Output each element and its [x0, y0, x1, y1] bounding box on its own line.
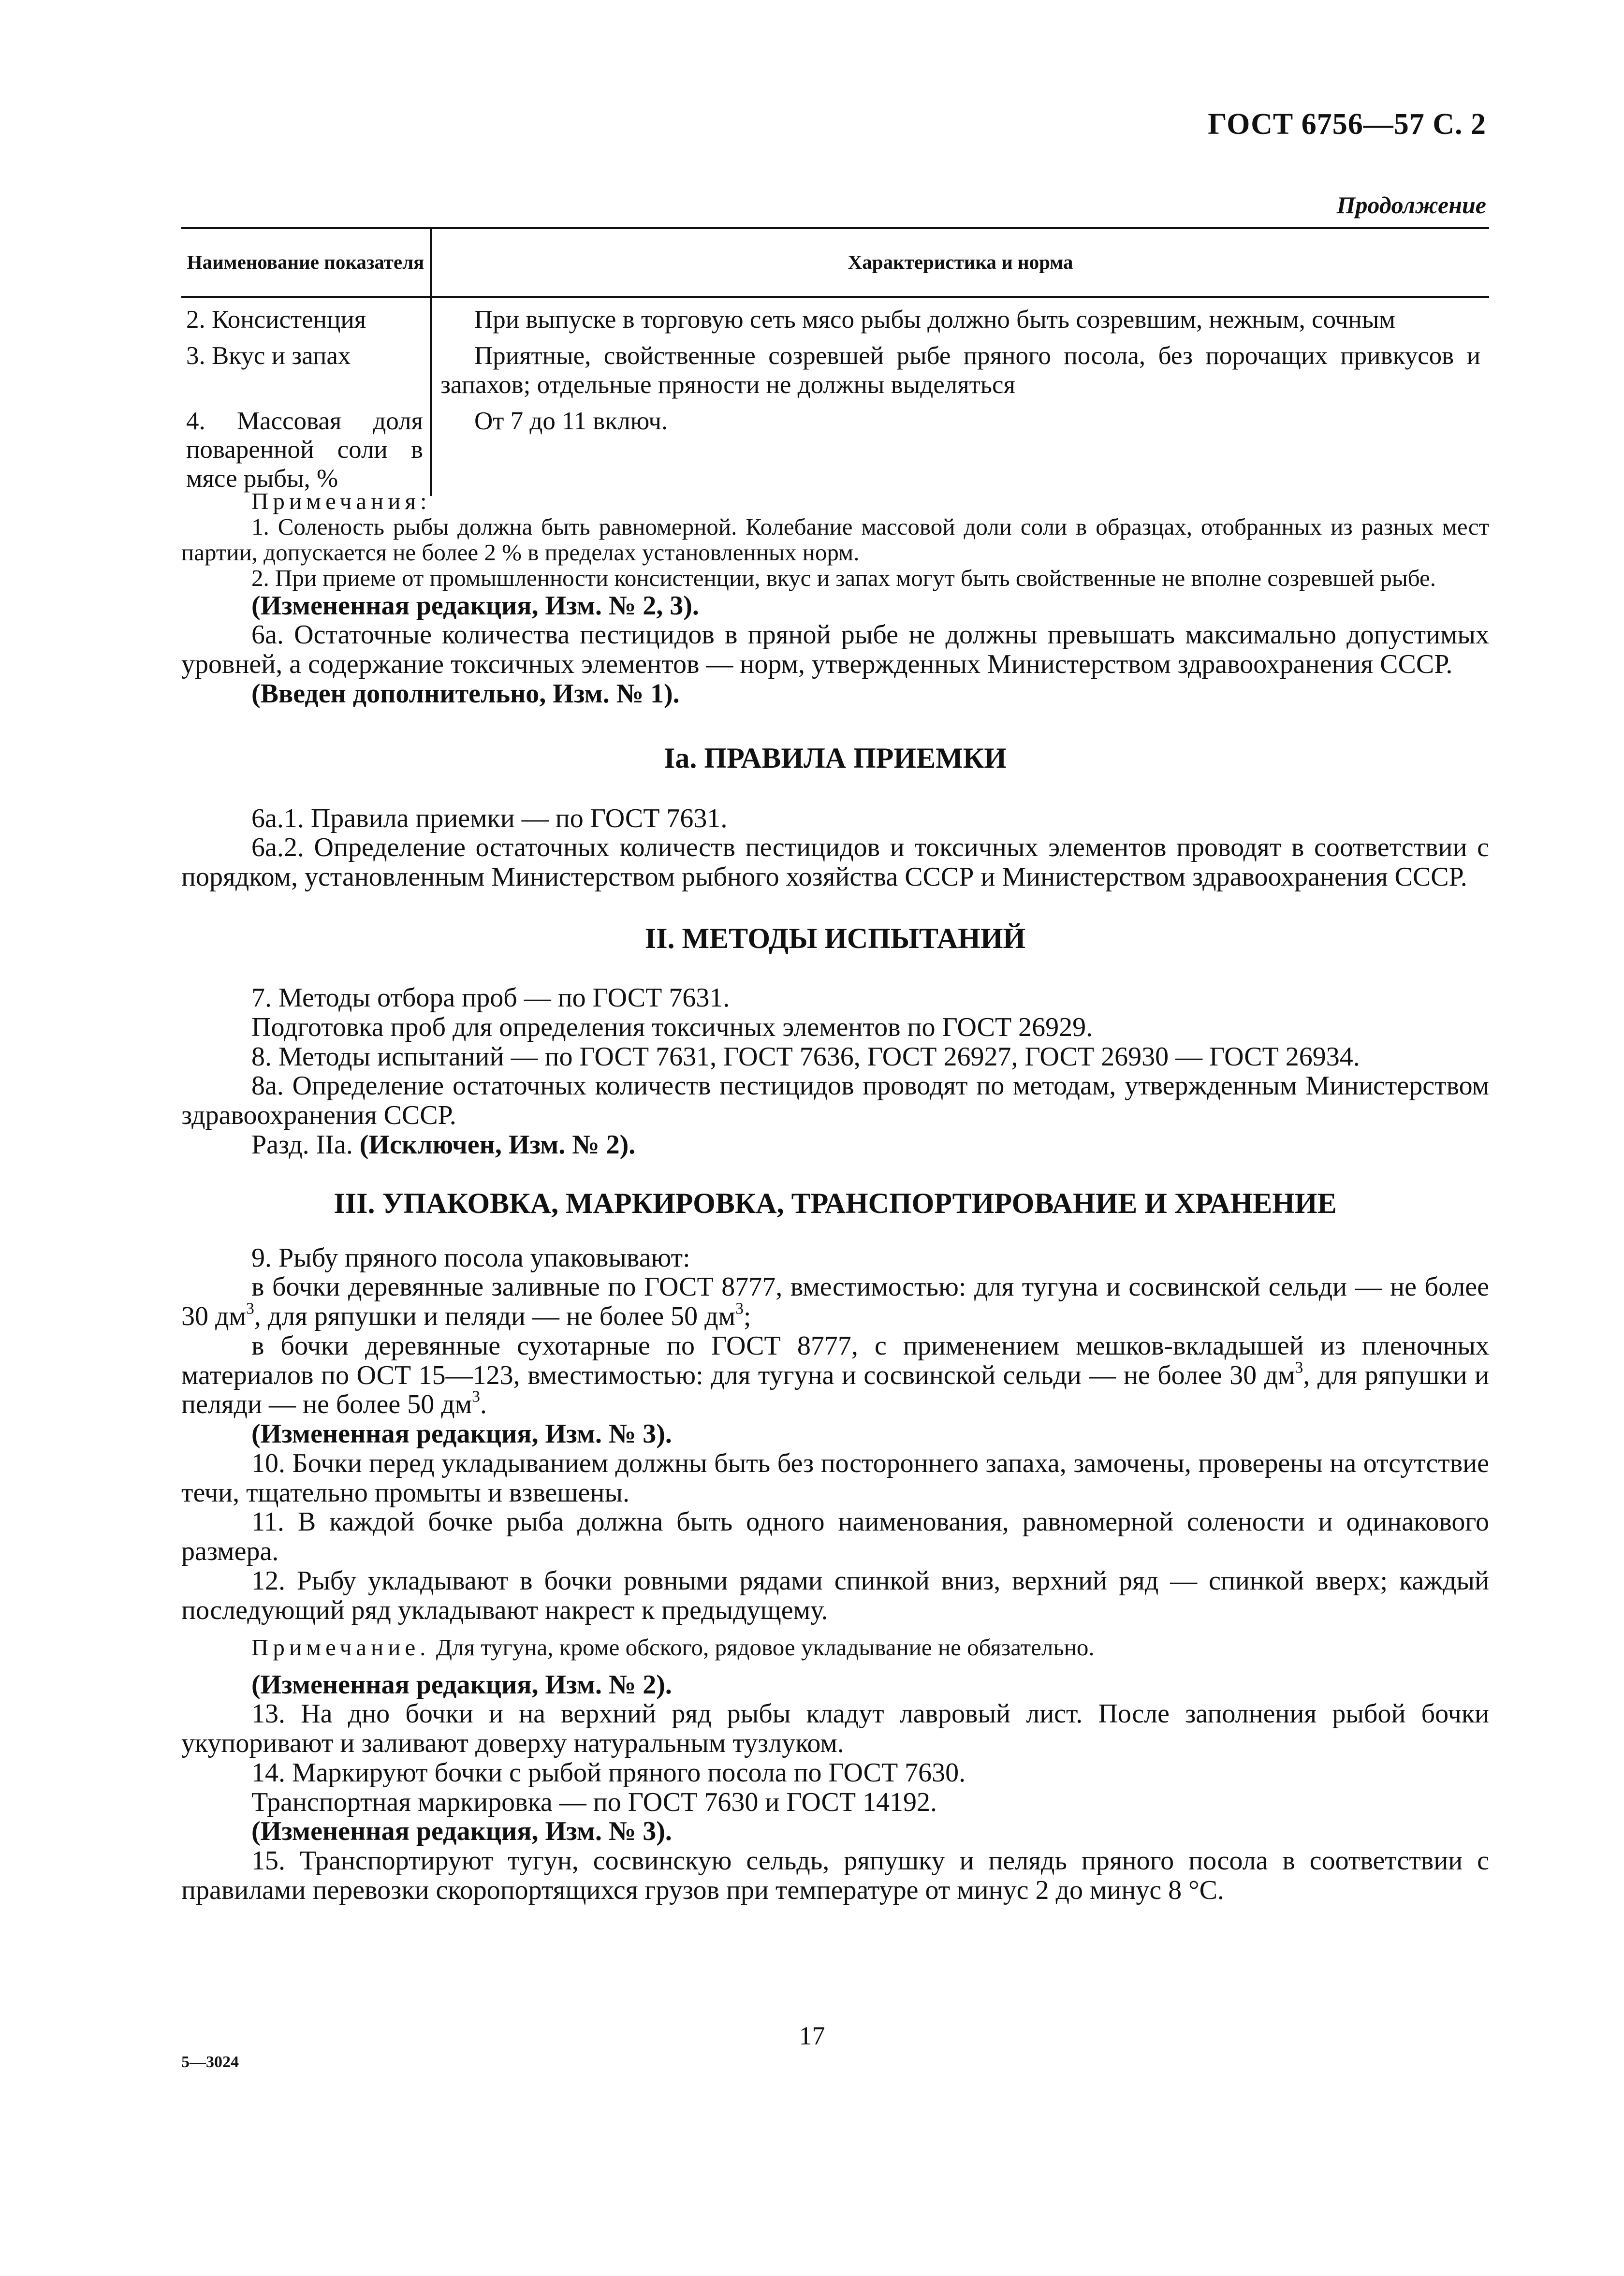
amendment-note: (Измененная редакция, Изм. № 3). [251, 1419, 672, 1449]
section-title-test-methods: II. МЕТОДЫ ИСПЫТАНИЙ [644, 922, 1026, 954]
indicator-norm: От 7 до 11 включ. [474, 407, 668, 436]
table-row [181, 337, 1489, 402]
amendment-note: (Измененная редакция, Изм. № 2, 3). [251, 590, 699, 621]
amendment-note: (Введен дополнительно, Изм. № 1). [251, 678, 680, 709]
superscript: 3 [1295, 1358, 1303, 1377]
column-header-norm: Характеристика и норма [431, 228, 1489, 297]
section-title-acceptance: Iа. ПРАВИЛА ПРИЕМКИ [664, 742, 1007, 774]
clause-14: 14. Маркируют бочки с рыбой пряного посола по ГОСТ 7630. [251, 1757, 966, 1788]
superscript: 3 [472, 1387, 480, 1406]
section-ref: Разд. IIа. [251, 1129, 353, 1160]
indicator-norm: При выпуске в торговую сеть мясо рыбы должно быть созревшим, нежным, сочным [474, 306, 1395, 334]
amendment-note: (Измененная редакция, Изм. № 2). [251, 1669, 672, 1700]
clause-8a: 8а. Определение остаточных количеств пестицидов проводят по методам, утвержденным Министерством здравоохранения СССР. [181, 1071, 1489, 1131]
clause-9-barrels-pour: в бочки деревянные заливные по ГОСТ 8777, вместимостью: для тугуна и сосвинской сельди — не более 30 $дм^3$, для ряпушки и пеляди — не более 50 $дм^3$; [181, 1272, 1489, 1332]
indicator-name: 3. Вкус и запах [181, 337, 431, 402]
document-body [181, 488, 1489, 1905]
clause-11: 11. В каждой бочке рыба должна быть одного наименования, равномерной солености и одинакового размера. [181, 1507, 1489, 1567]
clause-12: 12. Рыбу укладывают в бочки ровными рядами спинкой вниз, верхний ряд — спинкой вверх; каждый последующий ряд укладывают накрест к предыдущему. [181, 1565, 1489, 1625]
document-code: ГОСТ 6756—57 С. 2 [1208, 108, 1486, 141]
indicator-norm: Приятные, свойственные созревшей рыбе пряного посола, без порочащих привкусов и запахов; отдельные пряности не должны выделяться [440, 342, 1480, 399]
continuation-label: Продолжение [1336, 191, 1486, 219]
table-row [181, 402, 1489, 496]
clause-15: 15. Транспортируют тугун, сосвинскую сельдь, ряпушку и пелядь пряного посола в соответствии с правилами перевозки скоропортящихся грузов при температуре от минус 2 до минус 8 °С. [181, 1846, 1489, 1905]
note-label: Примечание. [251, 1634, 430, 1661]
clause-8: 8. Методы испытаний — по ГОСТ 7631, ГОСТ 7636, ГОСТ 26927, ГОСТ 26930 — ГОСТ 26934. [251, 1041, 1360, 1072]
section-2a-excluded [181, 1130, 1489, 1160]
column-header-indicator: Наименование показателя [181, 228, 431, 297]
amendment-note: (Измененная редакция, Изм. № 3). [251, 1816, 672, 1847]
clause-10: 10. Бочки перед укладыванием должны быть без постороннего запаха, замочены, проверены на отсутствие течи, тщательно промыты и взвешены. [181, 1448, 1489, 1508]
clause-6a-2: 6а.2. Определение остаточных количеств пестицидов и токсичных элементов проводят в соответствии с порядком, установленным Министерством рыбного хозяйства СССР и Министерством здравоохранения СССР. [181, 832, 1489, 892]
page-number: 17 [799, 2021, 825, 2050]
clause-7: 7. Методы отбора проб — по ГОСТ 7631. [251, 983, 730, 1013]
section-title-packaging: III. УПАКОВКА, МАРКИРОВКА, ТРАНСПОРТИРОВАНИЕ И ХРАНЕНИЕ [334, 1187, 1337, 1219]
characteristics-table [181, 227, 1489, 496]
indicator-name: 2. Консистенция [181, 297, 431, 337]
indicator-name: 4. Массовая доля поваренной соли в мясе рыбы, % [181, 402, 431, 496]
clause-6a-1: 6а.1. Правила приемки — по ГОСТ 7631. [251, 803, 728, 833]
print-code: 5—3024 [181, 2053, 239, 2071]
clause-7-sample-prep: Подготовка проб для определения токсичных элементов по ГОСТ 26929. [251, 1012, 1093, 1042]
note-packing [181, 1634, 1489, 1660]
note-text: Для тугуна, кроме обского, рядовое укладывание не обязательно. [430, 1634, 1095, 1661]
note-1: 1. Соленость рыбы должна быть равномерной. Колебание массовой доли соли в образцах, отобранных из разных мест партии, допускается не более 2 % в пределах установленных норм. [181, 513, 1489, 566]
superscript: 3 [246, 1299, 254, 1318]
note-2: 2. При приеме от промышленности консистенции, вкус и запах могут быть свойственные не вполне созревшей рыбе. [251, 565, 1436, 592]
table-row [181, 297, 1489, 337]
superscript: 3 [735, 1299, 744, 1318]
clause-13: 13. На дно бочки и на верхний ряд рыбы кладут лавровый лист. После заполнения рыбой бочки укупоривают и заливают доверху натуральным тузлуком. [181, 1699, 1489, 1759]
table-header-row [181, 228, 1489, 297]
amendment-note: (Исключен, Изм. № 2). [359, 1129, 636, 1160]
clause-9: 9. Рыбу пряного посола упаковывают: [251, 1242, 690, 1273]
clause-6a: 6а. Остаточные количества пестицидов в пряной рыбе не должны превышать максимально допустимых уровней, а содержание токсичных элементов — норм, утвержденных Министерством здравоохранения СССР. [181, 620, 1489, 680]
clause-9-barrels-dry: в бочки деревянные сухотарные по ГОСТ 8777, с применением мешков-вкладышей из пленочных материалов по ОСТ 15—123, вместимостью: для тугуна и сосвинской сельди — не более 30 $дм^3$, для ряпушки и пеляди — не более 50 $дм^3$. [181, 1330, 1490, 1420]
notes-title: Примечания: [251, 488, 431, 514]
clause-14-transport-marking: Транспортная маркировка — по ГОСТ 7630 и ГОСТ 14192. [251, 1787, 937, 1817]
